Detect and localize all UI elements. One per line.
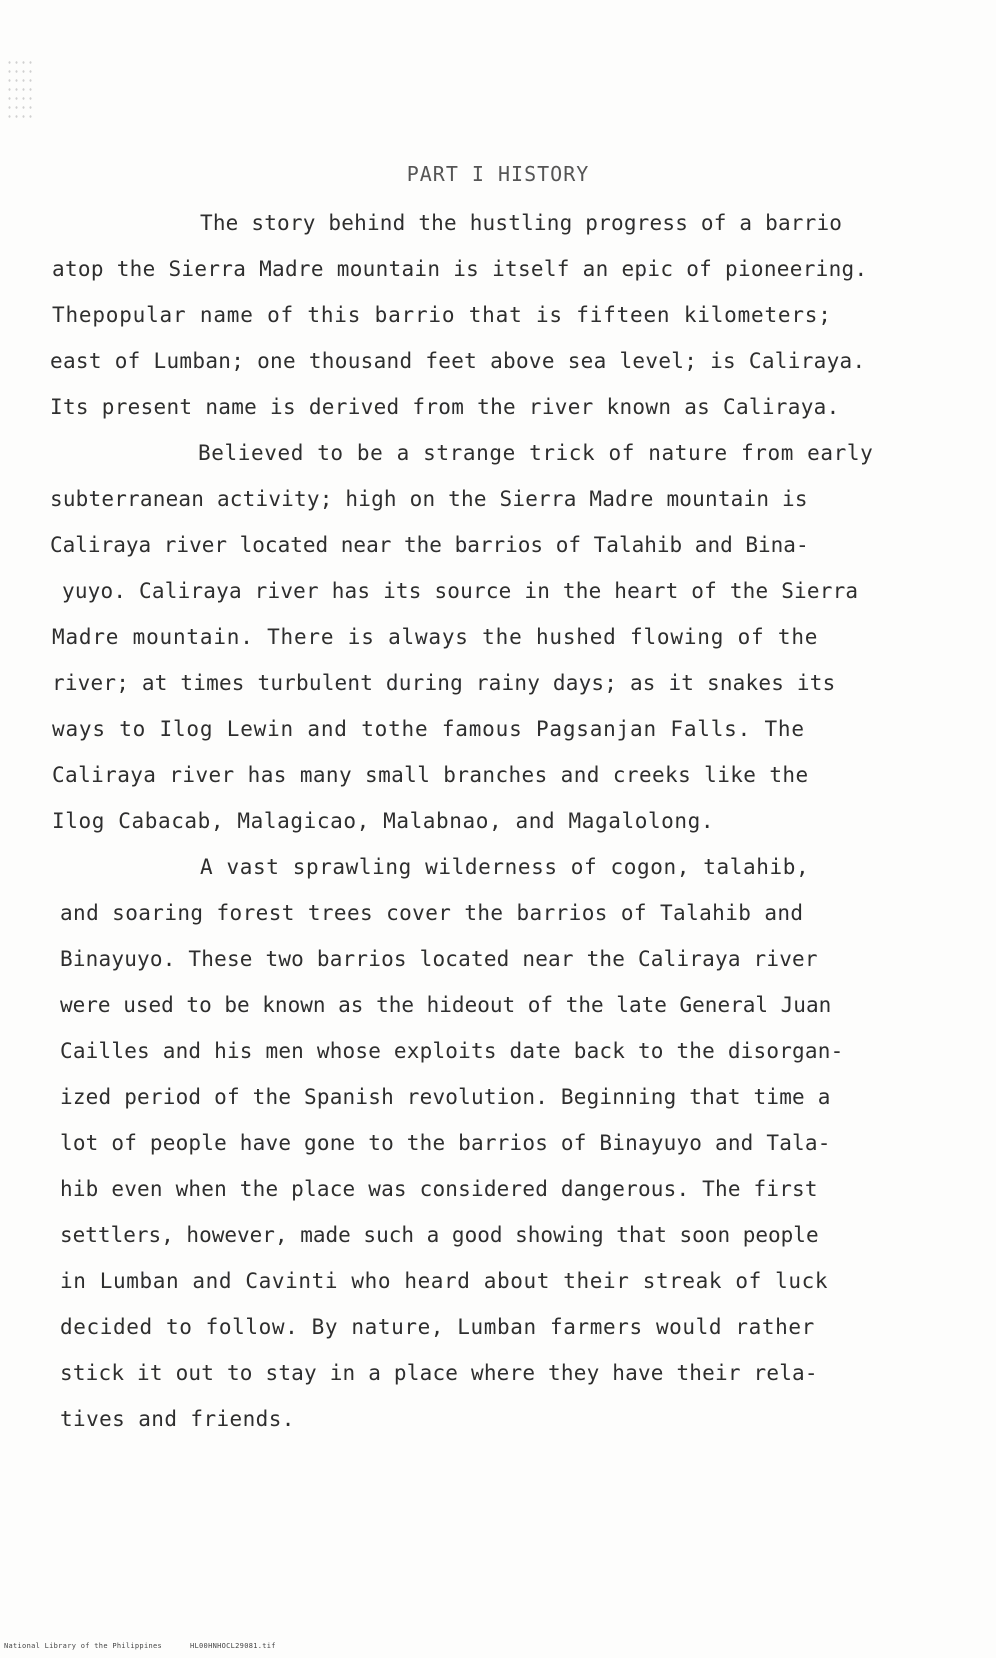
text-line: in Lumban and Cavinti who heard about their streak of luck — [60, 1269, 829, 1293]
text-line: Binayuyo. These two barrios located near the Caliraya river — [60, 947, 818, 971]
text-line: The story behind the hustling progress of a barrio — [200, 211, 843, 235]
scan-footer — [4, 1642, 276, 1650]
text-line: yuyo. Caliraya river has its source in the heart of the Sierra — [62, 579, 859, 603]
text-line: ways to Ilog Lewin and tothe famous Pagsanjan Falls. The — [52, 717, 805, 741]
text-line: Caliraya river has many small branches and creeks like the — [52, 763, 809, 787]
text-line: settlers, however, made such a good showing that soon people — [60, 1223, 819, 1247]
text-line: and soaring forest trees cover the barrios of Talahib and — [60, 901, 804, 925]
text-line: lot of people have gone to the barrios of Binayuyo and Tala- — [60, 1131, 831, 1155]
text-line: stick it out to stay in a place where they have their rela- — [60, 1361, 818, 1385]
text-line: were used to be known as the hideout of the late General Juan — [60, 993, 832, 1017]
scan-speckle — [6, 58, 36, 118]
text-line: decided to follow. By nature, Lumban farmers would rather — [60, 1315, 815, 1339]
text-line: river; at times turbulent during rainy days; as it snakes its — [52, 671, 836, 695]
text-line: Caliraya river located near the barrios of Talahib and Bina- — [50, 533, 809, 557]
text-line: ized period of the Spanish revolution. Beginning that time a — [60, 1085, 831, 1109]
text-line: Ilog Cabacab, Malagicao, Malabnao, and Magalolong. — [52, 809, 715, 833]
text-line: A vast sprawling wilderness of cogon, talahib, — [200, 855, 810, 879]
text-line: Its present name is derived from the river known as Caliraya. — [50, 395, 840, 419]
text-line: subterranean activity; high on the Sierra Madre mountain is — [50, 487, 808, 511]
text-line: Believed to be a strange trick of nature from early — [198, 441, 874, 465]
text-line: Thepopular name of this barrio that is fifteen kilometers; — [52, 303, 832, 327]
text-line: atop the Sierra Madre mountain is itself an epic of pioneering. — [52, 257, 868, 281]
footer-library: National Library of the Philippines — [4, 1642, 163, 1650]
text-line: Cailles and his men whose exploits date back to the disorgan- — [60, 1039, 844, 1063]
text-line: east of Lumban; one thousand feet above sea level; is Caliraya. — [50, 349, 866, 373]
text-line: hib even when the place was considered dangerous. The first — [60, 1177, 818, 1201]
page-title: PART I HISTORY — [406, 162, 590, 186]
text-line: tives and friends. — [60, 1407, 295, 1431]
footer-file: HL00HNHOCL29081.tif — [190, 1642, 276, 1650]
text-line: Madre mountain. There is always the hushed flowing of the — [52, 625, 819, 649]
